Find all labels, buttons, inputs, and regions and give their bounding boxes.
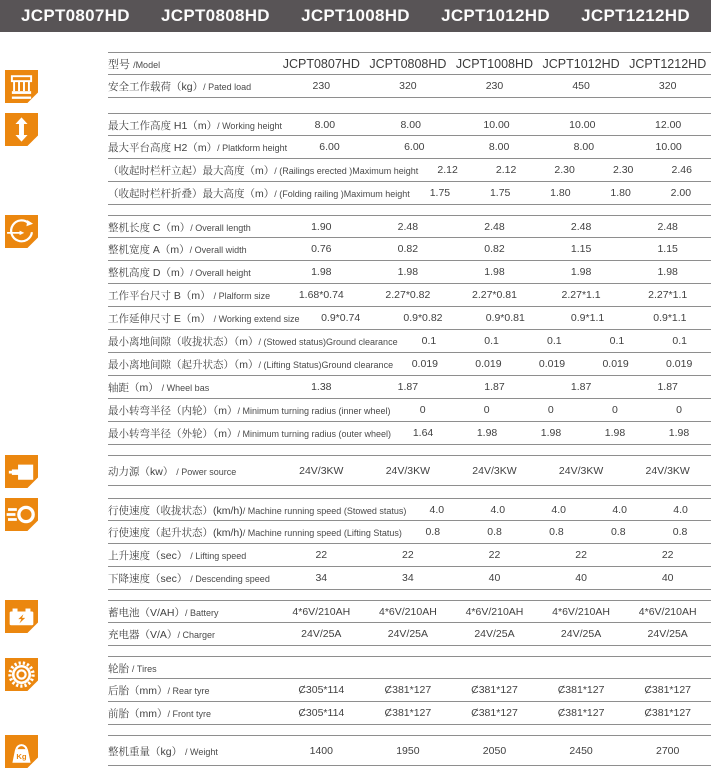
spec-section-4 [0, 455, 711, 488]
platform-load-icon [5, 70, 38, 103]
spec-value: Ȼ381*127 [557, 684, 605, 696]
section-icon-column [0, 498, 108, 590]
spec-label-en: / Lifting speed [190, 551, 247, 561]
spec-label-zh: 型号 [108, 58, 134, 71]
model-name: JCPT0808HD [161, 6, 270, 25]
spec-value: 320 [399, 80, 417, 92]
spec-label-zh: 整机长度 C（m） [108, 221, 191, 234]
spec-value: 1.15 [657, 243, 678, 255]
spec-value: 2050 [482, 744, 507, 757]
spec-label-en: / (Railings erected )Maximum height [274, 166, 419, 176]
spec-value: 6.00 [319, 141, 340, 153]
spec-value: 2.48 [397, 220, 419, 233]
spec-label [108, 659, 278, 677]
spec-label-zh: 轮胎 [108, 662, 132, 675]
spec-value: 1.87 [570, 381, 592, 393]
spec-value: 1.38 [311, 381, 332, 393]
spec-label-en: / Minimum turning radius (inner wheel) [237, 406, 391, 416]
spec-row [108, 679, 711, 702]
spec-value: 24V/3KW [472, 464, 517, 477]
spec-value: 1.98 [311, 266, 332, 278]
spec-label-zh: 充电器（V/A） [108, 629, 178, 641]
spec-label-en: / Front tyre [167, 709, 212, 719]
section-rows [108, 113, 711, 205]
spec-row [108, 521, 711, 544]
spec-label [108, 309, 299, 327]
spec-section-7 [0, 656, 711, 725]
spec-label [108, 240, 278, 258]
spec-value: 24V/3KW [558, 464, 604, 477]
spec-label-zh: 最大平台高度 H2（m） [108, 142, 218, 154]
spec-label [108, 55, 278, 73]
spec-value: 22 [661, 549, 674, 561]
spec-value: 1.68*0.74 [298, 289, 344, 301]
spec-label-zh: （收起时栏杆立起）最大高度（m） [108, 165, 275, 177]
spec-label-zh: 动力源（kw） [108, 465, 177, 478]
spec-row [108, 567, 711, 590]
spec-label-zh: 下降速度（sec） [108, 573, 191, 585]
spec-label-zh: （收起时栏杆折叠）最大高度（m） [108, 188, 275, 200]
spec-label-en: / Pated load [203, 82, 252, 92]
spec-label-en: / Working extend size [213, 314, 300, 324]
height-range-icon [5, 113, 38, 146]
spec-value: 2.46 [671, 164, 692, 176]
spec-value: 0.9*0.82 [403, 312, 443, 324]
spec-label-en: / Plalform size [213, 291, 271, 301]
spec-value: 0.9*1.1 [653, 312, 687, 324]
spec-value: 4.0 [490, 503, 506, 516]
spec-row [108, 75, 711, 98]
spec-label-zh: 最大工作高度 H1（m） [108, 119, 218, 132]
spec-value: 40 [575, 572, 587, 584]
spec-value: 2.27*1.1 [648, 289, 688, 301]
spec-value: Ȼ381*127 [471, 707, 518, 719]
section-icon-column [0, 735, 108, 768]
spec-value: 0.1 [672, 335, 687, 347]
spec-value: JCPT1012HD [542, 56, 620, 71]
spec-row [108, 238, 711, 261]
spec-value: JCPT1212HD [629, 56, 707, 71]
section-rows [108, 656, 711, 725]
spec-row [108, 113, 711, 136]
spec-value: 1.98 [657, 266, 678, 278]
spec-label-zh: 后胎（mm） [108, 685, 168, 697]
spec-row [108, 399, 711, 422]
spec-label-zh: 行使速度（收拢状态）(km/h) [108, 504, 243, 517]
spec-label-zh: 安全工作载荷（kg） [108, 81, 204, 93]
spec-value: 24V/25A [301, 628, 342, 640]
spec-value: 2700 [655, 744, 680, 757]
spec-section-1 [0, 52, 711, 103]
spec-value: 1950 [396, 744, 420, 757]
spec-value: 0.8 [672, 526, 688, 538]
spec-value: 0.019 [602, 358, 629, 370]
spec-value: 1.98 [540, 427, 562, 439]
spec-section-2 [0, 113, 711, 205]
spec-value: 6.00 [404, 141, 425, 153]
spec-value: 24V/25A [387, 628, 429, 640]
spec-label [108, 286, 278, 304]
spec-label-en: / Minimum turning radius (outer wheel) [237, 429, 392, 439]
spec-value: 0.1 [421, 335, 437, 347]
turning-dimensions-icon [5, 215, 38, 248]
spec-value: JCPT0807HD [282, 56, 360, 71]
spec-label-en: / (Stowed status)Ground clearance [258, 337, 398, 347]
spec-value: 0.8 [549, 526, 564, 538]
spec-value: 1.98 [476, 427, 498, 439]
spec-value: Ȼ381*127 [644, 707, 692, 719]
spec-value: 40 [661, 572, 674, 584]
spec-value: Ȼ381*127 [471, 684, 518, 696]
spec-value: 2.12 [495, 164, 517, 176]
spec-value: 2.30 [554, 164, 575, 176]
spec-value: 0 [483, 404, 490, 416]
spec-value: 0.019 [475, 358, 502, 370]
spec-label [108, 218, 278, 236]
model-name: JCPT1212HD [581, 6, 690, 25]
spec-label [108, 401, 391, 419]
spec-value: 0.9*0.74 [321, 312, 361, 324]
spec-value: 2.48 [570, 220, 592, 233]
spec-value: 1.87 [397, 381, 419, 393]
model-name: JCPT1008HD [301, 6, 410, 25]
spec-value: 2.27*0.82 [385, 289, 431, 301]
spec-value: Ȼ305*114 [298, 684, 345, 696]
spec-value: 10.00 [655, 141, 682, 153]
spec-section-6 [0, 600, 711, 646]
spec-label-en: / Overall height [190, 268, 251, 278]
spec-row [108, 498, 711, 521]
model-header-bar [0, 0, 711, 32]
spec-value: 2.27*0.81 [472, 289, 517, 301]
spec-value: 1400 [309, 744, 333, 757]
weight-icon [5, 735, 38, 768]
spec-value: 8.00 [314, 118, 336, 131]
spec-row [108, 330, 711, 353]
spec-value: 4*6V/210AH [638, 605, 697, 618]
spec-value: 2.30 [612, 164, 634, 176]
spec-value: 230 [312, 80, 331, 92]
spec-value: 4.0 [673, 503, 688, 516]
spec-value: 0.019 [538, 358, 566, 370]
spec-section-5 [0, 498, 711, 590]
spec-row [108, 623, 711, 646]
spec-value: 10.00 [569, 118, 596, 131]
spec-section-8 [0, 735, 711, 768]
spec-value: 4*6V/210AH [292, 605, 351, 618]
spec-label-en: / Tires [131, 663, 157, 674]
spec-value: 4.0 [612, 503, 627, 516]
spec-value: 1.87 [657, 381, 678, 393]
spec-value: 0.8 [610, 526, 626, 538]
spec-value: 0.1 [546, 335, 562, 347]
spec-value: 22 [315, 549, 328, 561]
spec-label-zh: 整机重量（kg） [108, 745, 186, 758]
spec-label-en: / Rear tyre [167, 686, 210, 696]
spec-label-en: / Wheel bas [161, 383, 210, 393]
spec-label [108, 184, 410, 202]
spec-label [108, 546, 278, 564]
spec-label-zh: 整机宽度 A（m） [108, 244, 190, 256]
spec-label-zh: 最小转弯半径（外轮）（m） [108, 428, 238, 440]
spec-value: 8.00 [488, 141, 510, 153]
spec-value: 0.019 [411, 358, 438, 370]
spec-value: 4*6V/210AH [378, 605, 437, 618]
spec-row [108, 376, 711, 399]
section-icon-column [0, 600, 108, 646]
spec-value: 4*6V/210AH [552, 605, 610, 618]
spec-value: 2.00 [670, 187, 692, 199]
spec-value: 2450 [569, 744, 593, 757]
spec-label-zh: 整机高度 D（m） [108, 267, 191, 279]
spec-value: 1.80 [610, 187, 631, 199]
spec-label-en: / (Lifting Status)Ground clearance [258, 360, 394, 370]
spec-value: 34 [315, 572, 328, 584]
spec-value: 1.98 [570, 266, 592, 278]
spec-value: 24V/25A [474, 628, 515, 640]
spec-label-en: / Charger [177, 630, 215, 640]
spec-value: 8.00 [400, 118, 421, 131]
spec-label [108, 138, 287, 156]
spec-value: 0.9*0.81 [485, 312, 525, 324]
spec-label-en: / Overall length [190, 222, 251, 233]
spec-value: 1.75 [489, 187, 511, 199]
section-rows [108, 455, 711, 488]
spec-label [108, 603, 278, 621]
section-rows [108, 498, 711, 590]
spec-row [108, 284, 711, 307]
section-icon-column [0, 455, 108, 488]
spec-value: 0 [676, 404, 682, 416]
spec-value: 1.98 [397, 266, 419, 278]
spec-value: 0.8 [487, 526, 502, 538]
spec-label-zh: 最小离地间隙（起升状态）（m） [108, 359, 259, 371]
spec-label [108, 742, 278, 760]
spec-value: 34 [402, 572, 414, 584]
spec-value: 1.75 [429, 187, 451, 199]
spec-label-en: / Power source [176, 466, 237, 477]
spec-value: 10.00 [483, 118, 510, 131]
spec-table [0, 32, 711, 768]
section-icon-column [0, 656, 108, 725]
spec-value: 22 [575, 549, 587, 561]
running-speed-icon [5, 498, 38, 531]
spec-value: 2.27*1.1 [561, 289, 601, 301]
spec-value: 4.0 [551, 503, 566, 516]
spec-value: Ȼ381*127 [644, 684, 692, 696]
spec-value: 1.15 [570, 243, 592, 255]
spec-value: 0 [547, 404, 554, 416]
spec-label [108, 116, 282, 134]
section-icon-column [0, 52, 108, 103]
spec-label [108, 378, 278, 396]
spec-label [108, 161, 418, 179]
spec-label-zh: 工作平台尺寸 B（m） [108, 290, 214, 302]
spec-label-en: / Battery [185, 607, 219, 618]
spec-row [108, 600, 711, 623]
spec-value: 1.90 [311, 220, 332, 233]
spec-row [108, 353, 711, 376]
spec-row [108, 307, 711, 330]
spec-value: JCPT1008HD [455, 56, 534, 71]
spec-row [108, 422, 711, 445]
spec-label-zh: 工作延伸尺寸 E（m） [108, 313, 214, 325]
spec-label [108, 355, 393, 373]
spec-label [108, 462, 278, 480]
spec-label-zh: 行使速度（起升状态）(km/h) [108, 527, 243, 539]
spec-value: 2.48 [484, 220, 505, 233]
spec-label-zh: 最小离地间隙（收拢状态）（m） [108, 336, 259, 348]
spec-label [108, 681, 278, 699]
model-header-row [108, 52, 711, 75]
spec-value: 0.82 [397, 243, 419, 255]
svg-text:Kg: Kg [16, 752, 27, 762]
spec-value: Ȼ381*127 [557, 707, 605, 719]
spec-value: 24V/3KW [299, 464, 344, 477]
spec-value: 2.12 [437, 164, 458, 176]
spec-label [108, 263, 278, 281]
spec-label [108, 523, 402, 541]
power-source-icon [5, 455, 38, 488]
spec-value: 0.82 [484, 243, 505, 255]
spec-section-3 [0, 215, 711, 445]
battery-icon [5, 600, 38, 633]
spec-label [108, 332, 398, 350]
spec-label-zh: 轴距（m） [108, 382, 162, 394]
spec-label-en: / Overall width [189, 245, 247, 255]
spec-row [108, 261, 711, 284]
spec-row [108, 735, 711, 766]
spec-label [108, 77, 278, 95]
spec-value: 1.87 [484, 381, 505, 393]
spec-label-en: / Working height [217, 120, 282, 131]
spec-label-zh: 蓄电池（V/AH） [108, 606, 186, 619]
spec-value: Ȼ305*114 [298, 707, 345, 719]
spec-label-en: / Platkform height [217, 143, 288, 153]
spec-value: 0.1 [609, 335, 625, 347]
spec-value: 24V/25A [647, 628, 688, 640]
spec-value: 1.98 [668, 427, 690, 439]
spec-row [108, 455, 711, 486]
spec-label [108, 424, 391, 442]
spec-row [108, 215, 711, 238]
spec-value: 40 [488, 572, 501, 584]
section-rows [108, 215, 711, 445]
section-rows [108, 52, 711, 103]
spec-value: 0.019 [666, 358, 693, 370]
spec-value: 4*6V/210AH [465, 605, 524, 618]
spec-label-en: / Descending speed [190, 574, 270, 584]
spec-value: 4.0 [429, 503, 445, 516]
model-name: JCPT1012HD [441, 6, 550, 25]
tires-icon [5, 658, 38, 691]
spec-label [108, 704, 278, 722]
spec-value: Ȼ381*127 [384, 707, 432, 719]
spec-value: 22 [402, 549, 414, 561]
spec-label-en: / (Folding railing )Maximum height [274, 189, 410, 199]
spec-value: 0.8 [425, 526, 441, 538]
spec-label-zh: 前胎（mm） [108, 708, 168, 720]
spec-row [108, 544, 711, 567]
spec-label-en: / Machine running speed (Lifting Status) [242, 528, 402, 538]
spec-value: 2.48 [657, 220, 678, 233]
spec-value: 12.00 [654, 118, 682, 131]
spec-value: 22 [488, 549, 501, 561]
spec-label [108, 625, 278, 643]
spec-value: 0 [611, 404, 618, 416]
spec-row [108, 159, 711, 182]
spec-value: 320 [658, 80, 677, 92]
spec-value: 24V/3KW [385, 464, 431, 477]
section-rows [108, 600, 711, 646]
spec-value: Ȼ381*127 [384, 684, 432, 696]
spec-value: 8.00 [573, 141, 595, 153]
spec-value: 0.76 [311, 243, 332, 255]
spec-row [108, 656, 711, 679]
spec-value: 0.1 [484, 335, 499, 347]
spec-value: 230 [485, 80, 504, 92]
section-rows [108, 735, 711, 768]
spec-row [108, 702, 711, 725]
spec-row [108, 182, 711, 205]
spec-label-zh: 上升速度（sec） [108, 550, 191, 562]
spec-value: 24V/3KW [645, 464, 690, 477]
spec-value: JCPT0808HD [369, 56, 447, 71]
spec-label-en: /Model [133, 59, 161, 70]
spec-label-en: / Weight [185, 746, 218, 757]
spec-label-en: / Machine running speed (Stowed status) [242, 505, 407, 516]
spec-value: 1.80 [550, 187, 571, 199]
spec-label [108, 569, 278, 587]
spec-row [108, 136, 711, 159]
spec-label-zh: 最小转弯半径（内轮）（m） [108, 405, 238, 417]
section-icon-column [0, 215, 108, 445]
section-icon-column [0, 113, 108, 205]
spec-label [108, 501, 406, 519]
model-name: JCPT0807HD [21, 6, 130, 25]
spec-value: 1.98 [484, 266, 505, 278]
spec-value: 450 [572, 80, 590, 92]
spec-value: 0 [419, 404, 426, 416]
spec-value: 24V/25A [560, 628, 602, 640]
spec-value: 1.98 [604, 427, 626, 439]
spec-value: 0.9*1.1 [570, 312, 605, 324]
spec-value: 1.64 [412, 427, 434, 439]
